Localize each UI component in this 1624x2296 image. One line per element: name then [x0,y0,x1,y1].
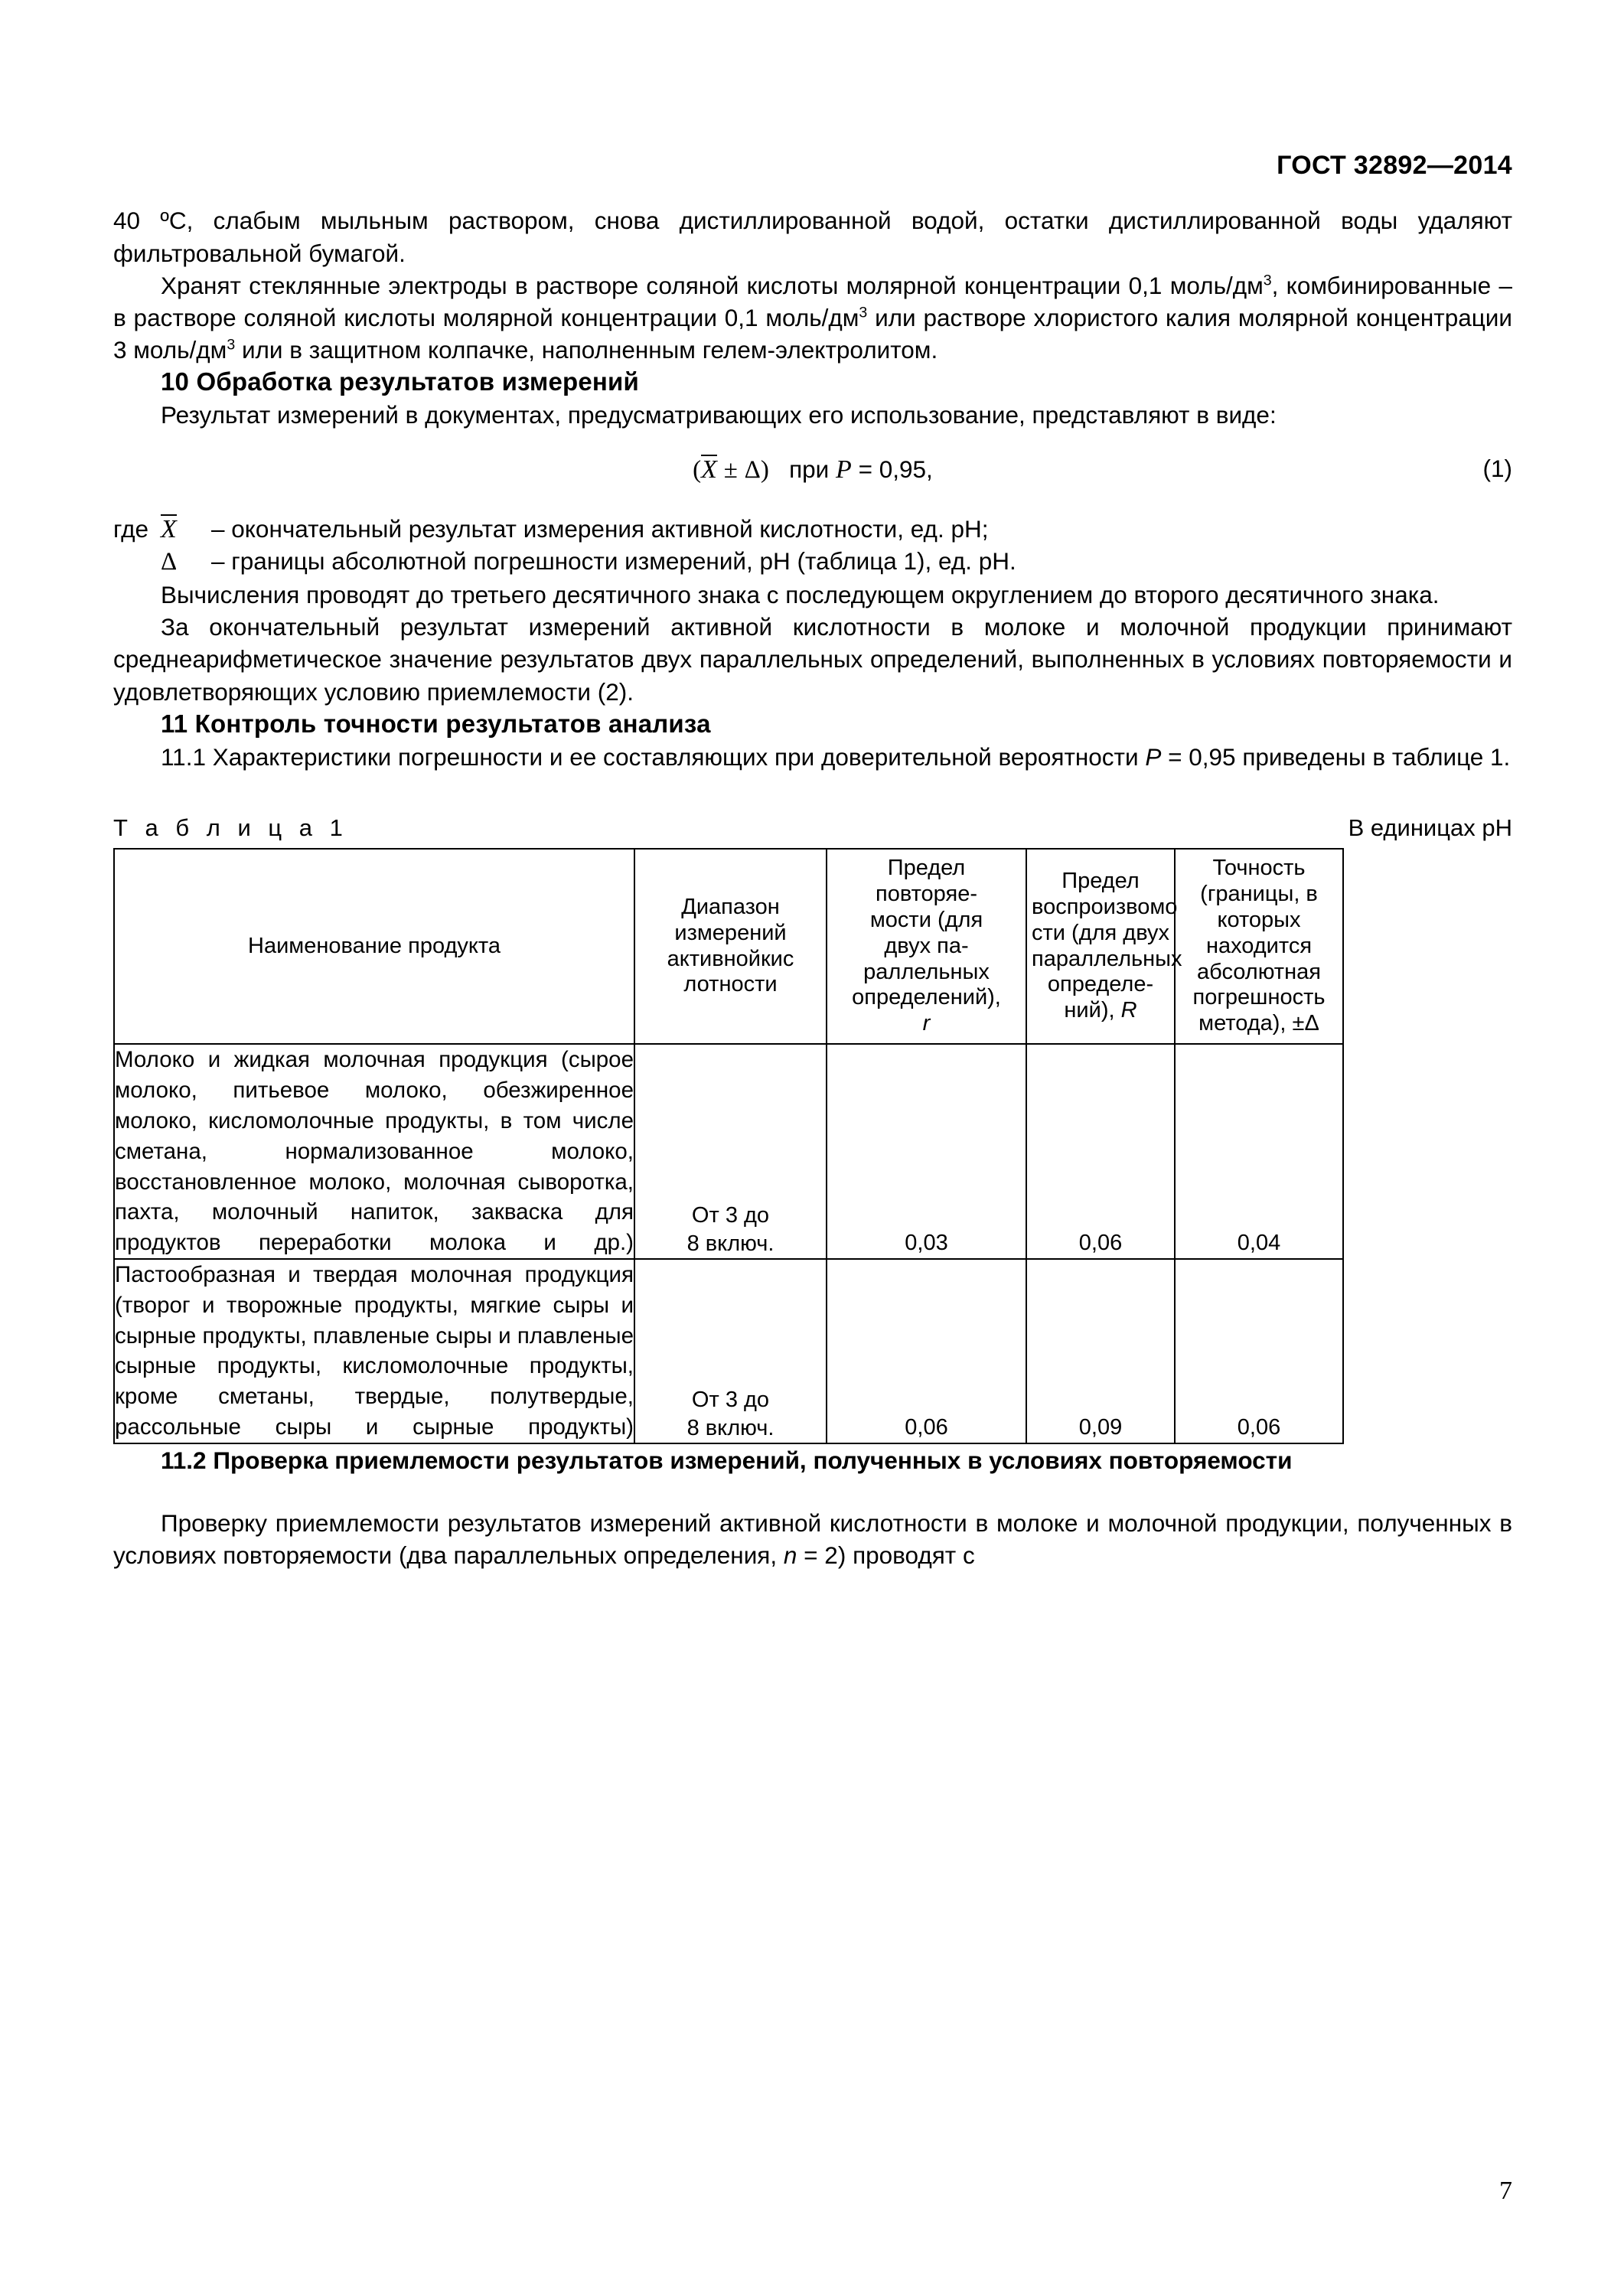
cell-reproducibility-limit: 0,09 [1026,1259,1175,1443]
table-row [114,1044,1343,1259]
formula-row-1 [113,455,1512,493]
table-header-row [114,849,1343,1044]
where-clause-line-1 [113,513,1512,545]
p11-1-part1: 11.1 Характеристики погрешности и ее составляющих при доверительной вероятности [161,742,1146,771]
column-header-reproducibility-limit: Предел воспроизвомо сти (для двух параллельных определе- ний), R [1026,849,1175,1044]
table-row [114,1259,1343,1443]
cell-repeatability-limit: 0,06 [827,1259,1026,1443]
where-definition-delta: – границы абсолютной погрешности измерений, рН (таблица 1), ед. рН. [211,546,1016,575]
column-header-repeatability-limit: Предел повторяе- мости (для двух па- раллельных определений), r [827,849,1026,1044]
p11-2-variable-n: n [783,1541,797,1570]
page-content [113,0,1512,1571]
table-caption-label: Т а б л и ц а 1 [113,814,348,841]
where-definition-x: – окончательный результат измерения активной кислотности, ед. рН; [211,514,989,543]
where-label: где [113,514,148,543]
page-number: 7 [1499,2177,1512,2205]
intro-p2-part4: или в защитном колпачке, наполненным гелем-электролитом. [235,336,938,364]
accuracy-characteristics-table [113,848,1344,1444]
formula-number-1: (1) [1482,454,1512,482]
table-caption-units: В единицах рН [1348,814,1512,841]
cell-accuracy: 0,06 [1175,1259,1343,1443]
cell-measurement-range: От 3 до 8 включ. [634,1259,827,1443]
cell-product-name: Молоко и жидкая молочная продукция (сырое молоко, питьевое молоко, обезжиренное молоко, кисломолочные продукты, в том числе сметана, нормализованное молоко, восстановленное молоко, молочная сыворотка, пахта, молочный напиток, закваска для продуктов переработки молока и др.) [114,1044,634,1259]
cell-reproducibility-limit: 0,06 [1026,1044,1175,1259]
intro-p2-sup1: 3 [1263,272,1272,289]
column-header-measurement-range: Диапазон измерений активнойкис лотности [634,849,827,1044]
cell-accuracy: 0,04 [1175,1044,1343,1259]
intro-p2-part2: , комбинированные – в растворе соляной кислоты молярной концентрации 0,1 моль/дм [113,271,1512,331]
cell-repeatability-limit: 0,03 [827,1044,1026,1259]
formula-condition-variable: P [836,455,852,484]
formula-plus-minus: ± [723,455,738,484]
paragraph-11-1 [113,741,1512,773]
column-header-accuracy: Точность (границы, в которых находится абсолютная погрешность метода), ±Δ [1175,849,1343,1044]
cell-measurement-range: От 3 до 8 включ. [634,1044,827,1259]
p11-1-part2: = 0,95 приведены в таблице 1. [1161,742,1511,771]
intro-paragraph-2 [113,269,1512,367]
table-body [114,1044,1343,1443]
where-symbol-x: X [161,514,177,543]
standard-number-header: ГОСТ 32892—2014 [1277,151,1512,180]
section10-rounding-paragraph: Вычисления проводят до третьего десятичного знака с последующем округлением до второго десятичного знака. [161,580,1440,608]
paragraph-11-2 [113,1507,1512,1571]
column-header-symbol-R: R [1120,998,1137,1023]
p11-1-variable-P: P [1145,742,1162,771]
section-heading-10: 10 Обработка результатов измерений [161,367,640,396]
where-symbol-delta: Δ [161,547,178,576]
column-header-product-name: Наименование продукта [114,849,634,1044]
intro-paragraph-1: 40 ºC, слабым мыльным раствором, снова дистиллированной водой, остатки дистиллированной воды удаляют фильтровальной бумагой. [113,207,1512,267]
formula-variable-x: X [701,455,717,484]
column-header-symbol-r: r [922,1011,931,1036]
where-clause-line-2 [113,545,1512,579]
p11-2-part1: Проверку приемлемости результатов измерений активной кислотности в молоке и молочной продукции, полученных в условиях повторяемости (два параллельных определения, [113,1509,1512,1570]
formula-open-paren: ( [693,455,702,484]
intro-p2-sup2: 3 [859,304,868,321]
formula-expression [113,455,1512,486]
intro-p2-part3: или растворе хлористого калия молярной концентрации 3 моль/дм [113,304,1512,364]
table-head [114,849,1343,1044]
section-heading-11: 11 Контроль точности результатов анализа [161,709,711,738]
formula-close-paren: ) [760,455,769,484]
formula-delta: Δ [744,455,761,484]
intro-p2-part1: Хранят стеклянные электроды в растворе соляной кислоты молярной концентрации 0,1 моль/дм [161,271,1264,299]
section10-intro-paragraph: Результат измерений в документах, предусматривающих его использование, представляют в виде: [161,401,1277,429]
table-caption [113,814,1512,842]
p11-2-part2: = 2) проводят с [797,1541,975,1570]
formula-condition-value: = 0,95, [858,455,933,483]
subsection-heading-11-2: 11.2 Проверка приемлемости результатов измерений, полученных в условиях повторяемости [161,1446,1293,1474]
cell-product-name: Пастообразная и твердая молочная продукция (творог и творожные продукты, мягкие сыры и сырные продукты, плавленые сыры и плавленые сырные продукты, кисломолочные продукты, кроме сметаны, твердые, полутвердые, рассольные сыры и сырные продукты) [114,1259,634,1443]
section10-final-result-paragraph: За окончательный результат измерений активной кислотности в молоке и молочной продукции принимают среднеарифметическое значение результатов двух параллельных определений, выполненных в условиях повторяемости и удовлетворяющих условию приемлемости (2). [113,613,1512,706]
intro-p2-sup3: 3 [227,336,236,354]
formula-condition-word: при [789,455,830,483]
